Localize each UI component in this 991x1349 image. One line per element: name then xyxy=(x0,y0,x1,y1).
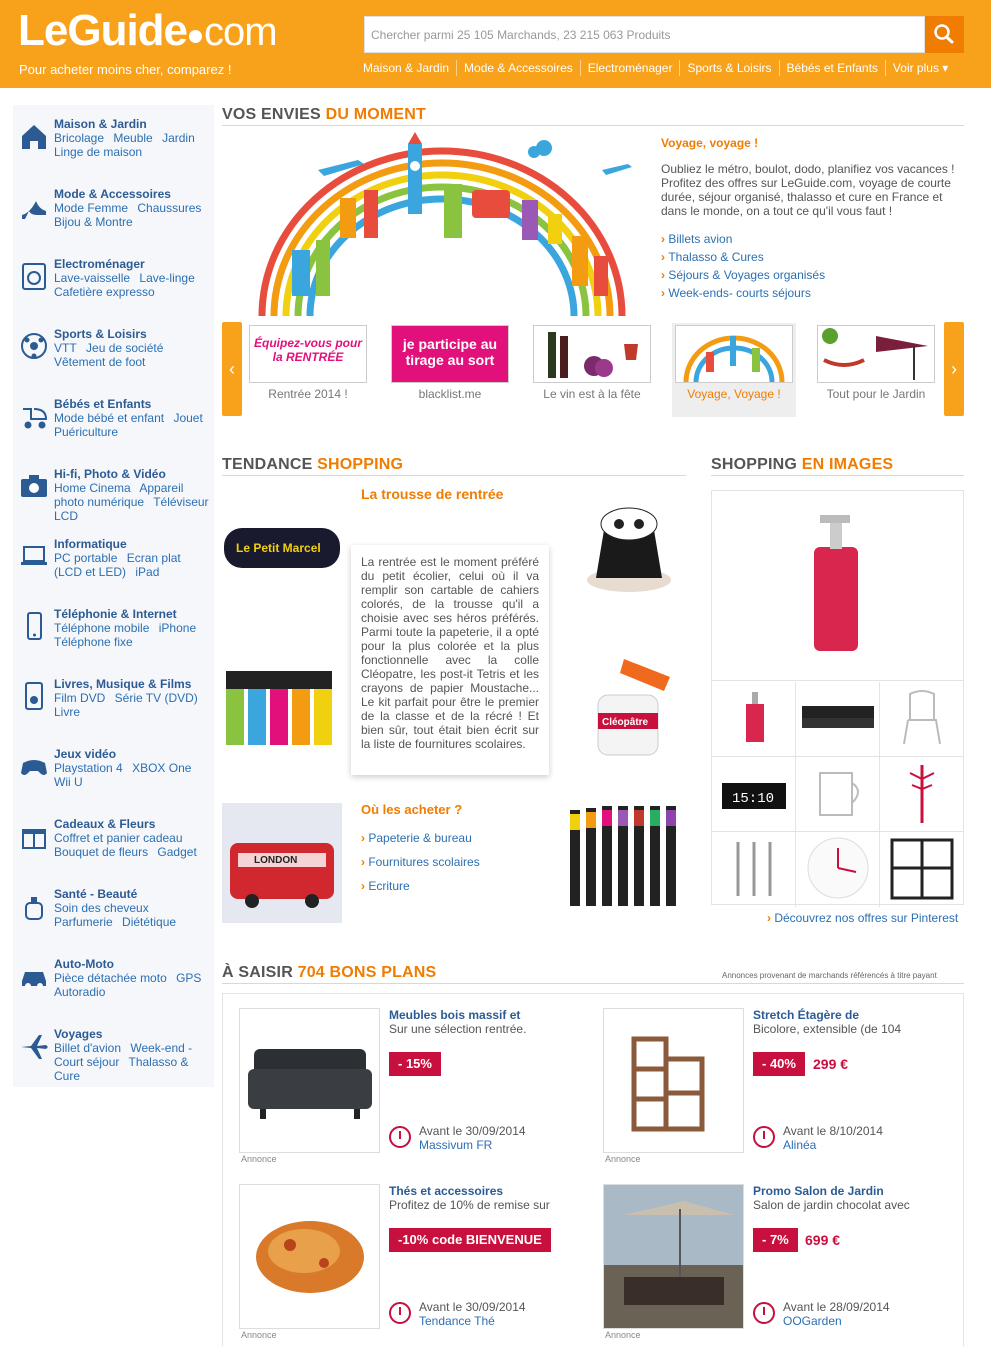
svg-text:Le Petit Marcel: Le Petit Marcel xyxy=(236,541,321,555)
carousel-item-voyage-active[interactable] xyxy=(672,323,796,417)
sidebar-category-title[interactable]: Auto-Moto xyxy=(54,957,114,971)
sidebar-category xyxy=(13,175,214,245)
sponsored-note: Annonces provenant de marchands référencés à titre payant xyxy=(722,971,937,980)
sidebar-link[interactable]: XBOX One xyxy=(132,761,192,775)
nav-electromenager[interactable]: Electroménager xyxy=(581,60,681,76)
gift-icon xyxy=(19,821,49,851)
pin-wall-clock[interactable] xyxy=(796,832,880,907)
sidebar-link[interactable]: Billet d'avion xyxy=(54,1041,121,1055)
category-sidebar xyxy=(13,105,214,1087)
pin-clock-radio[interactable] xyxy=(712,757,796,832)
sidebar-category-title[interactable]: Informatique xyxy=(54,537,127,551)
sponsored-label: Annonce xyxy=(241,1330,277,1340)
sidebar-link[interactable]: Film DVD xyxy=(54,691,106,705)
deal-subtitle: Bicolore, extensible (de 104 xyxy=(753,1022,902,1036)
sidebar-link[interactable]: Livre xyxy=(54,705,81,719)
carousel-caption: Tout pour le Jardin xyxy=(826,387,926,401)
link-fournitures-scolaires[interactable]: › Fournitures scolaires xyxy=(361,850,480,874)
deal-image-sofa[interactable] xyxy=(239,1008,380,1153)
london-bus-postit-image[interactable] xyxy=(222,803,342,923)
sidebar-link[interactable]: Jeu de société xyxy=(86,341,164,355)
sidebar-link[interactable]: iPhone xyxy=(158,621,197,635)
sidebar-link[interactable]: Autoradio xyxy=(54,985,106,999)
search-input[interactable]: Chercher parmi 25 105 Marchands, 23 215 063 Produits xyxy=(364,16,925,53)
site-header xyxy=(0,0,991,88)
pin-chair[interactable] xyxy=(880,682,964,757)
mobile-phone-icon xyxy=(19,611,49,641)
deal-subtitle: Sur une sélection rentrée. xyxy=(389,1022,527,1036)
sidebar-link[interactable]: Parfumerie xyxy=(54,915,113,929)
sidebar-category-title[interactable]: Jeux vidéo xyxy=(54,747,117,761)
sidebar-category xyxy=(13,595,214,665)
discount-badge: -10% code BIENVENUE xyxy=(389,1228,551,1252)
deal-expiry: Avant le 30/09/2014 xyxy=(419,1300,526,1314)
deal-title[interactable]: Stretch Étagère de xyxy=(753,1008,860,1022)
pin-main-image[interactable] xyxy=(712,491,963,681)
link-week-ends[interactable]: › Week-ends- courts séjours xyxy=(661,284,961,302)
sidebar-link[interactable]: Linge de maison xyxy=(54,145,143,159)
top-navigation xyxy=(356,60,955,76)
sidebar-category xyxy=(13,665,214,735)
carousel-image: je participe au tirage au sort xyxy=(391,325,509,383)
sidebar-link[interactable]: Mode Femme xyxy=(54,201,129,215)
carousel-caption: Rentrée 2014 ! xyxy=(268,387,348,401)
sidebar-link[interactable]: Puériculture xyxy=(54,425,119,439)
deal-title[interactable]: Thés et accessoires xyxy=(389,1184,504,1198)
sidebar-category-title[interactable]: Livres, Musique & Films xyxy=(54,677,192,691)
sidebar-category-links xyxy=(54,551,212,579)
sponsored-label: Annonce xyxy=(605,1154,641,1164)
trend-feature-title[interactable]: La trousse de rentrée xyxy=(361,486,504,502)
carousel-caption: Le vin est à la fête xyxy=(543,387,641,401)
link-papeterie-bureau[interactable]: › Papeterie & bureau xyxy=(361,826,480,850)
deal-image-garden-set[interactable] xyxy=(603,1184,744,1329)
pin-cutlery[interactable] xyxy=(712,832,796,907)
nav-maison-jardin[interactable]: Maison & Jardin xyxy=(356,60,457,76)
deal-price: 299 € xyxy=(813,1056,849,1072)
sidebar-category-links xyxy=(54,411,212,439)
house-icon xyxy=(19,121,49,151)
deal-expiry: Avant le 8/10/2014 xyxy=(783,1124,883,1138)
sidebar-link[interactable]: Bricolage xyxy=(54,131,105,145)
football-icon xyxy=(19,331,49,361)
airplane-icon xyxy=(19,1031,49,1061)
deal-merchant[interactable]: Alinéa xyxy=(783,1138,817,1152)
carousel-item-rentree[interactable] xyxy=(246,323,370,417)
carousel-next-button[interactable] xyxy=(944,322,964,416)
clock-icon xyxy=(753,1126,775,1148)
where-to-buy-links xyxy=(361,826,480,898)
sidebar-category-title[interactable]: Cadeaux & Fleurs xyxy=(54,817,156,831)
highlighters-image[interactable] xyxy=(222,667,342,749)
panda-stapler-image[interactable] xyxy=(584,500,674,596)
pin-glass-mug[interactable] xyxy=(796,757,880,832)
sidebar-link[interactable]: Gadget xyxy=(157,845,197,859)
deal-card[interactable] xyxy=(603,1184,953,1349)
sponsored-label: Annonce xyxy=(241,1154,277,1164)
sidebar-category xyxy=(13,1015,214,1085)
sidebar-category-title[interactable]: Hi-fi, Photo & Vidéo xyxy=(54,467,166,481)
divider xyxy=(711,475,964,476)
pinterest-link[interactable]: › Découvrez nos offres sur Pinterest xyxy=(767,911,958,925)
carousel-caption: Voyage, Voyage ! xyxy=(687,387,781,401)
sidebar-link[interactable]: Home Cinema xyxy=(54,481,131,495)
divider xyxy=(222,125,964,126)
pin-coat-rack[interactable] xyxy=(880,757,964,832)
carousel-image xyxy=(675,325,793,383)
sidebar-link[interactable]: Téléphone fixe xyxy=(54,635,133,649)
link-billets-avion[interactable]: › Billets avion xyxy=(661,230,961,248)
nav-bebes-enfants[interactable]: Bébés et Enfants xyxy=(780,60,886,76)
deal-merchant[interactable]: Massivum FR xyxy=(419,1138,493,1152)
sidebar-link[interactable]: Mode bébé et enfant xyxy=(54,411,165,425)
link-ecriture[interactable]: › Ecriture xyxy=(361,874,480,898)
envies-feature xyxy=(661,136,961,302)
music-player-icon xyxy=(19,681,49,711)
trend-feature-text: La rentrée est le moment préféré du petit écolier, celui où il va remplir son cartable de cahiers colorés, de la trousse qu'il a choisie avec ses héros préférés. Parmi toute la papeterie, il a opté pour la plus colorée et la plus fonctionnelle avec la colle Cléopatre, les post-it Tetris et les crayons de papier Moustache... Le kit parfait pour être le premier de la classe et de la récré ! Et bien sûr, tout était bien écrit sur la liste de fournitures scolaires. xyxy=(351,545,549,775)
sidebar-link[interactable]: PC portable xyxy=(54,551,118,565)
sidebar-link[interactable]: Lave-vaisselle xyxy=(54,271,131,285)
sidebar-category-title[interactable]: Santé - Beauté xyxy=(54,887,138,901)
sidebar-category-links xyxy=(54,201,212,229)
clock-icon xyxy=(753,1302,775,1324)
pencil-case-image[interactable] xyxy=(222,522,342,572)
sidebar-link[interactable]: Playstation 4 xyxy=(54,761,123,775)
sidebar-link[interactable]: Pièce détachée moto xyxy=(54,971,167,985)
sidebar-category xyxy=(13,455,214,525)
pin-sofa[interactable] xyxy=(796,682,880,757)
gamepad-icon xyxy=(19,751,49,781)
pin-dispenser[interactable] xyxy=(712,682,796,757)
sidebar-link[interactable]: VTT xyxy=(54,341,77,355)
images-section-title: SHOPPING EN IMAGES xyxy=(711,456,894,473)
laptop-icon xyxy=(19,541,49,571)
sidebar-category xyxy=(13,525,214,595)
svg-text:Cléopâtre: Cléopâtre xyxy=(602,717,649,728)
sidebar-link[interactable]: Jardin xyxy=(162,131,195,145)
tagline: Pour acheter moins cher, comparez ! xyxy=(19,62,232,77)
sidebar-link[interactable]: Bijou & Montre xyxy=(54,215,133,229)
divider xyxy=(222,475,686,476)
carousel-prev-button[interactable] xyxy=(222,322,242,416)
svg-text:15:10: 15:10 xyxy=(732,791,775,807)
sidebar-link[interactable]: Coffret et panier cadeau xyxy=(54,831,183,845)
deal-subtitle: Profitez de 10% de remise sur xyxy=(389,1198,550,1212)
sidebar-link[interactable]: Série TV (DVD) xyxy=(114,691,198,705)
sidebar-link[interactable]: Téléviseur LCD xyxy=(54,495,209,523)
clock-icon xyxy=(389,1302,411,1324)
nav-mode-accessoires[interactable]: Mode & Accessoires xyxy=(457,60,581,76)
pinterest-image-grid xyxy=(711,490,964,905)
sidebar-link[interactable]: Jouet xyxy=(173,411,203,425)
sidebar-link[interactable]: Appareil photo numérique xyxy=(54,481,184,509)
tendance-section-title: TENDANCE SHOPPING xyxy=(222,456,404,473)
sidebar-category-title[interactable]: Voyages xyxy=(54,1027,103,1041)
sidebar-link[interactable]: Cafetière expresso xyxy=(54,285,155,299)
link-thalasso-cures[interactable]: › Thalasso & Cures xyxy=(661,248,961,266)
deal-merchant[interactable]: Tendance Thé xyxy=(419,1314,495,1328)
sidebar-category-links xyxy=(54,901,212,929)
link-sejours-voyages[interactable]: › Séjours & Voyages organisés xyxy=(661,266,961,284)
sidebar-category-links xyxy=(54,341,212,369)
perfume-icon xyxy=(19,891,49,921)
sidebar-category-links xyxy=(54,831,212,859)
sidebar-category xyxy=(13,735,214,805)
deal-image-shelf[interactable] xyxy=(603,1008,744,1153)
chevron-left-icon: ‹ xyxy=(229,359,235,379)
bons-plans-section-title: À SAISIR 704 BONS PLANS xyxy=(222,964,437,981)
sidebar-category-title[interactable]: Maison & Jardin xyxy=(54,117,147,131)
deals-panel xyxy=(222,993,964,1346)
sidebar-link[interactable]: GPS xyxy=(176,971,202,985)
sidebar-category-links xyxy=(54,481,212,523)
nav-voir-plus[interactable]: Voir plus ▾ xyxy=(892,61,949,75)
sidebar-category-links xyxy=(54,971,212,999)
envies-feature-title[interactable]: Voyage, voyage ! xyxy=(661,136,759,150)
chevron-right-icon: › xyxy=(951,359,957,379)
sidebar-link[interactable]: Vêtement de foot xyxy=(54,355,146,369)
deal-card[interactable] xyxy=(603,1008,953,1173)
sidebar-link[interactable]: Chaussures xyxy=(137,201,202,215)
deal-expiry: Avant le 30/09/2014 xyxy=(419,1124,526,1138)
envies-section-title: VOS ENVIES DU MOMENT xyxy=(222,106,427,123)
where-to-buy-title: Où les acheter ? xyxy=(361,802,463,817)
sidebar-category-links xyxy=(54,271,212,299)
car-icon xyxy=(19,961,49,991)
stroller-icon xyxy=(19,401,49,431)
sidebar-category xyxy=(13,385,214,455)
carousel-caption: blacklist.me xyxy=(418,387,482,401)
deal-title[interactable]: Promo Salon de Jardin xyxy=(753,1184,884,1198)
carousel-image xyxy=(817,325,935,383)
sidebar-category-title[interactable]: Bébés et Enfants xyxy=(54,397,152,411)
sidebar-category xyxy=(13,875,214,945)
sidebar-category xyxy=(13,105,214,175)
sidebar-category-title[interactable]: Electroménager xyxy=(54,257,145,271)
posca-markers-image[interactable] xyxy=(566,800,688,924)
carousel-item-jardin[interactable] xyxy=(814,323,938,417)
carousel-image xyxy=(533,325,651,383)
sidebar-link[interactable]: Thalasso & Cure xyxy=(54,1055,189,1083)
sidebar-link[interactable]: Wii U xyxy=(54,775,83,789)
deal-card[interactable] xyxy=(239,1184,589,1349)
carousel-item-vin[interactable] xyxy=(530,323,654,417)
sidebar-category xyxy=(13,945,214,1015)
pin-shelf[interactable] xyxy=(880,832,964,907)
heel-shoe-icon xyxy=(19,191,49,221)
sidebar-link[interactable]: Bouquet de fleurs xyxy=(54,845,149,859)
search-button[interactable] xyxy=(925,16,964,53)
site-logo[interactable]: LeGuide com xyxy=(18,6,277,55)
deal-price: 699 € xyxy=(805,1232,841,1248)
envies-feature-text: Oubliez le métro, boulot, dodo, planifiez vos vacances ! Profitez des offres sur LeGuide.com, voyage de courte durée, séjour organisé, thalasso et cure en France et dans le monde, on a tout ce qu'il vous faut ! xyxy=(661,162,955,218)
search-icon xyxy=(925,16,964,53)
cleopatre-glue-image[interactable] xyxy=(584,655,674,759)
sidebar-category-links xyxy=(54,691,212,719)
clock-icon xyxy=(389,1126,411,1148)
sidebar-category-title[interactable]: Mode & Accessoires xyxy=(54,187,171,201)
deal-card[interactable] xyxy=(239,1008,589,1173)
sidebar-category-links xyxy=(54,131,212,159)
sidebar-link[interactable]: Ecran plat (LCD et LED) xyxy=(54,551,181,579)
svg-text:LONDON: LONDON xyxy=(254,855,298,866)
sidebar-link[interactable]: Soin des cheveux xyxy=(54,901,149,915)
sidebar-category-links xyxy=(54,621,212,649)
travel-banner-image[interactable] xyxy=(222,130,654,316)
carousel-item-blacklist[interactable] xyxy=(388,323,512,417)
sidebar-category xyxy=(13,805,214,875)
nav-sports-loisirs[interactable]: Sports & Loisirs xyxy=(680,60,779,76)
deal-title[interactable]: Meubles bois massif et xyxy=(389,1008,521,1022)
divider xyxy=(222,983,964,984)
deal-merchant[interactable]: OOGarden xyxy=(783,1314,842,1328)
camera-icon xyxy=(19,471,49,501)
sidebar-link[interactable]: Téléphone mobile xyxy=(54,621,150,635)
sidebar-link[interactable]: Week-end - Court séjour xyxy=(54,1041,193,1069)
sidebar-link[interactable]: Meuble xyxy=(113,131,153,145)
sidebar-link[interactable]: Diététique xyxy=(122,915,177,929)
discount-badge: - 15% xyxy=(389,1052,441,1076)
discount-badge: - 7% xyxy=(753,1228,798,1252)
washing-machine-icon xyxy=(19,261,49,291)
sidebar-category-title[interactable]: Sports & Loisirs xyxy=(54,327,147,341)
sidebar-category-links xyxy=(54,1041,212,1083)
deal-expiry: Avant le 28/09/2014 xyxy=(783,1300,890,1314)
sidebar-category-links xyxy=(54,761,212,789)
deal-subtitle: Salon de jardin chocolat avec xyxy=(753,1198,910,1212)
discount-badge: - 40% xyxy=(753,1052,805,1076)
sidebar-category xyxy=(13,245,214,315)
sidebar-link[interactable]: iPad xyxy=(135,565,160,579)
carousel-image: Équipez-vous pour la RENTRÉE xyxy=(249,325,367,383)
deal-image-tea[interactable] xyxy=(239,1184,380,1329)
sidebar-category-title[interactable]: Téléphonie & Internet xyxy=(54,607,177,621)
sponsored-label: Annonce xyxy=(605,1330,641,1340)
sidebar-link[interactable]: Lave-linge xyxy=(139,271,195,285)
sidebar-category xyxy=(13,315,214,385)
